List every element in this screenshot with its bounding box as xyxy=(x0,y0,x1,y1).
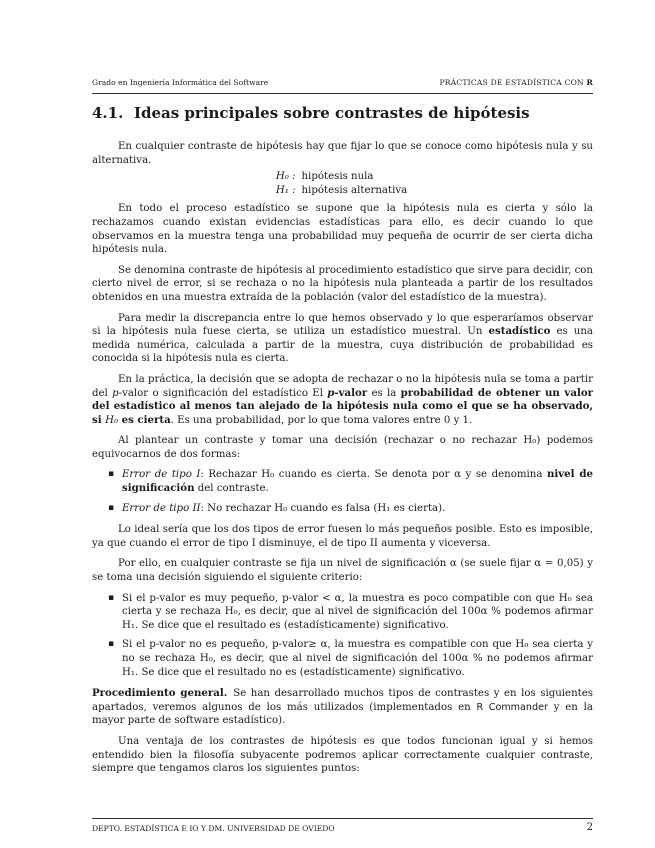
list-item-error-type-1: ▪ Error de tipo I: Rechazar H₀ cuando es cierta. Se denota por α y se denomina nivel de significación del contraste. xyxy=(122,468,593,495)
section-number: 4.1. xyxy=(92,104,124,122)
page-number: 2 xyxy=(586,822,593,833)
paragraph-p-value: En la práctica, la decisión que se adopta de rechazar o no la hipótesis nula se toma a partir del p-valor o significación del estadístico El p-valor es la probabilidad de obtener un valor del estadístico al menos tan alejado de la hipótesis nula como el que se ha observado, si H₀ es cierta. Es una probabilidad, por lo que toma valores entre 0 y 1. xyxy=(92,373,593,426)
list-item-error-type-2: ▪ Error de tipo II: No rechazar H₀ cuando es falsa (H₁ es cierta). xyxy=(122,502,593,516)
hypothesis-null: H₀ : hipótesis nula xyxy=(275,171,374,183)
paragraph-advantage: Una ventaja de los contrastes de hipótesis es que todos funcionan igual y si hemos entendido bien la filosofía subyacente podremos aplicar correctamente cualquier contraste, siempre que tengamos claros los siguientes puntos: xyxy=(92,735,593,775)
header-course: Grado en Ingeniería Informática del Software xyxy=(92,78,269,87)
running-header xyxy=(92,78,593,92)
paragraph-process: En todo el proceso estadístico se supone que la hipótesis nula es cierta y sólo la rechazamos cuando existan evidencias estadísticas para ello, es decir cuando lo que observamos en la muestra tenga una probabilidad muy pequeña de ocurrir de ser cierta dicha hipótesis nula. xyxy=(92,203,593,256)
footer-department: DEPTO. ESTADÍSTICA E IO Y DM. UNIVERSIDAD DE OVIEDO xyxy=(92,824,335,833)
paragraph-errors-intro: Al plantear un contraste y tomar una decisión (rechazar o no rechazar H₀) podemos equivocarnos de dos formas: xyxy=(92,435,593,460)
section-title: Ideas principales sobre contrastes de hipótesis xyxy=(134,104,530,122)
paragraph-general-procedure: Procedimiento general. Se han desarrollado muchos tipos de contrastes y en los siguientes apartados, veremos algunos de los más utilizados (implementados en R Commander y en la mayor parte de software estadístico). xyxy=(92,687,593,727)
footer-rule xyxy=(92,818,593,819)
header-book-title: PRÁCTICAS DE ESTADÍSTICA CON R xyxy=(439,78,593,87)
paragraph-intro: En cualquier contraste de hipótesis hay que fijar lo que se conoce como hipótesis nula y su alternativa. xyxy=(92,141,593,166)
paragraph-definition: Se denomina contraste de hipótesis al procedimiento estadístico que sirve para decidir, con cierto nivel de error, si se rechaza o no la hipótesis nula planteada a partir de los resultados obtenidos en una muestra extraída de la población (valor del estadístico de la muestra). xyxy=(92,264,593,303)
list-item-reject: ▪ Si el p-valor es muy pequeño, p-valor < α, la muestra es poco compatible con que H₀ sea cierta y se rechaza H₀, es decir, que al nivel de significación del 100α % podemos afirmar H₁. Se dice que el resultado es (estadísticamente) significativo. xyxy=(122,592,593,633)
running-footer xyxy=(92,824,593,833)
body-text xyxy=(92,140,593,783)
hypotheses-block xyxy=(92,170,593,197)
paragraph-statistic: Para medir la discrepancia entre lo que hemos observado y lo que esperaríamos observar si la hipótesis nula fuese cierta, se utiliza un estadístico muestral. Un estadístico es una medida numérica, calculada a partir de la muestra, cuya distribución de probabilidad es conocida si la hipótesis nula es cierta. xyxy=(92,312,593,365)
list-item-not-reject: ▪ Si el p-valor no es pequeño, p-valor≥ α, la muestra es compatible con que H₀ sea cierta y no se rechaza H₀, es decir, que al nivel de significación del 100α % no podemos afirmar H₁. Se dice que el resultado no es (estadísticamente) significativo. xyxy=(122,638,593,679)
header-rule xyxy=(92,93,593,94)
error-types-list xyxy=(92,468,593,515)
hypothesis-alternative: H₁ : hipótesis alternativa xyxy=(275,184,408,196)
decision-criteria-list xyxy=(92,592,593,680)
paragraph-criterion: Por ello, en cualquier contraste se fija un nivel de significación α (se suele fijar α = 0,05) y se toma una decisión siguiendo el siguiente criterio: xyxy=(92,558,593,584)
paragraph-tradeoff: Lo ideal sería que los dos tipos de error fuesen lo más pequeños posible. Esto es imposible, ya que cuando el error de tipo I disminuye, el de tipo II aumenta y viceversa. xyxy=(92,524,593,549)
section-heading xyxy=(92,104,530,122)
